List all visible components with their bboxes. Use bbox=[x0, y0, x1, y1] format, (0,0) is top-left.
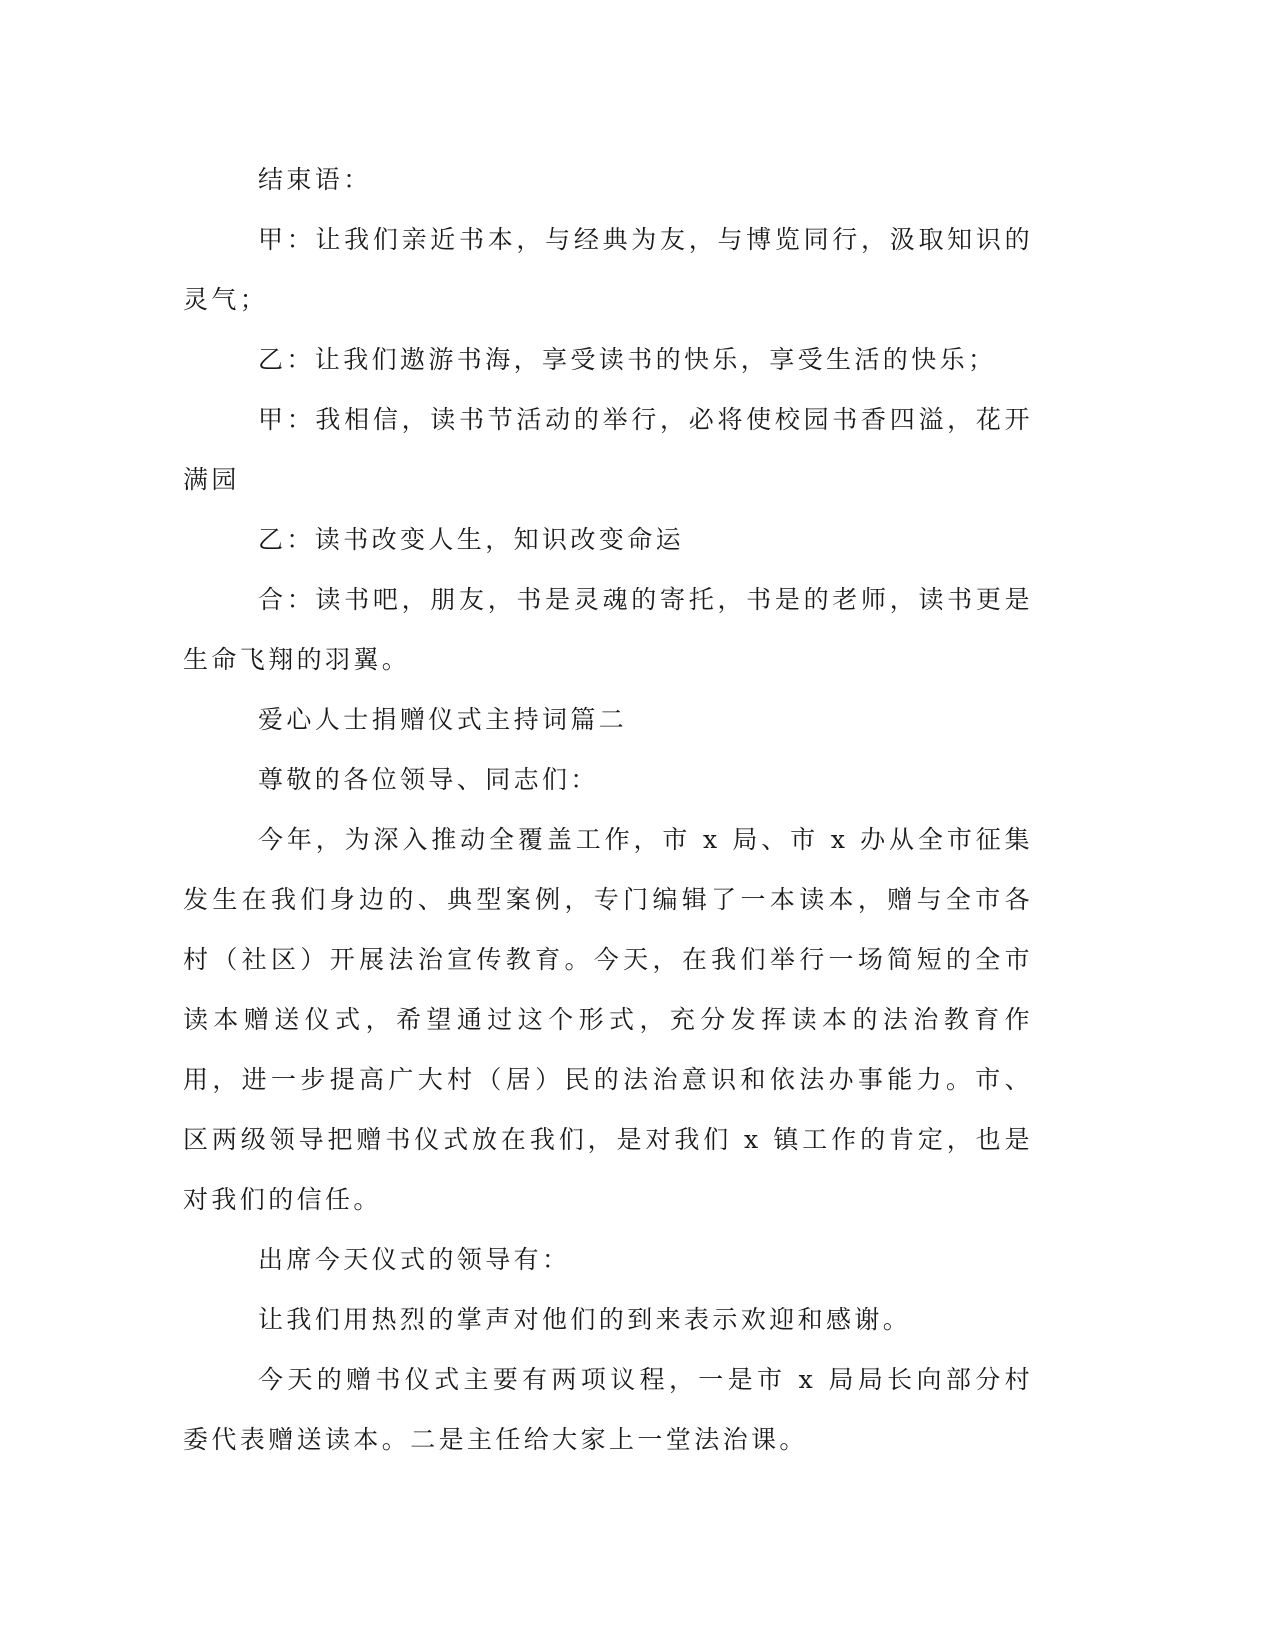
section-title-part-two: 爱心人士捐赠仪式主持词篇二 bbox=[258, 705, 628, 734]
body-paragraph-agenda: 今天的赠书仪式主要有两项议程，一是市 x 局局长向部分村委代表赠送读本。二是主任给大家上一堂法治课。 bbox=[183, 1365, 1033, 1454]
document-page bbox=[183, 150, 1033, 1470]
paragraph-jia-1: 甲：让我们亲近书本，与经典为友，与博览同行，汲取知识的灵气； bbox=[183, 225, 1033, 314]
salutation: 尊敬的各位领导、同志们： bbox=[258, 765, 599, 794]
paragraph-yi-1: 乙：让我们遨游书海，享受读书的快乐，享受生活的快乐； bbox=[258, 345, 997, 374]
closing-remarks-heading: 结束语： bbox=[258, 165, 372, 194]
body-paragraph-attendees: 出席今天仪式的领导有： bbox=[258, 1245, 571, 1274]
body-paragraph-intro: 今年，为深入推动全覆盖工作，市 x 局、市 x 办从全市征集发生在我们身边的、典型案例，专门编辑了一本读本，赠与全市各村（社区）开展法治宣传教育。今天，在我们举行一场简短的全市读本赠送仪式，希望通过这个形式，充分发挥读本的法治教育作用，进一步提高广大村（居）民的法治意识和依法办事能力。市、区两级领导把赠书仪式放在我们，是对我们 x 镇工作的肯定，也是对我们的信任。 bbox=[183, 825, 1033, 1214]
paragraph-he: 合：读书吧，朋友，书是灵魂的寄托，书是的老师，读书更是生命飞翔的羽翼。 bbox=[183, 585, 1033, 674]
body-paragraph-applause: 让我们用热烈的掌声对他们的到来表示欢迎和感谢。 bbox=[258, 1305, 912, 1334]
paragraph-jia-2: 甲：我相信，读书节活动的举行，必将使校园书香四溢，花开满园 bbox=[183, 405, 1033, 494]
paragraph-yi-2: 乙：读书改变人生，知识改变命运 bbox=[258, 525, 685, 554]
